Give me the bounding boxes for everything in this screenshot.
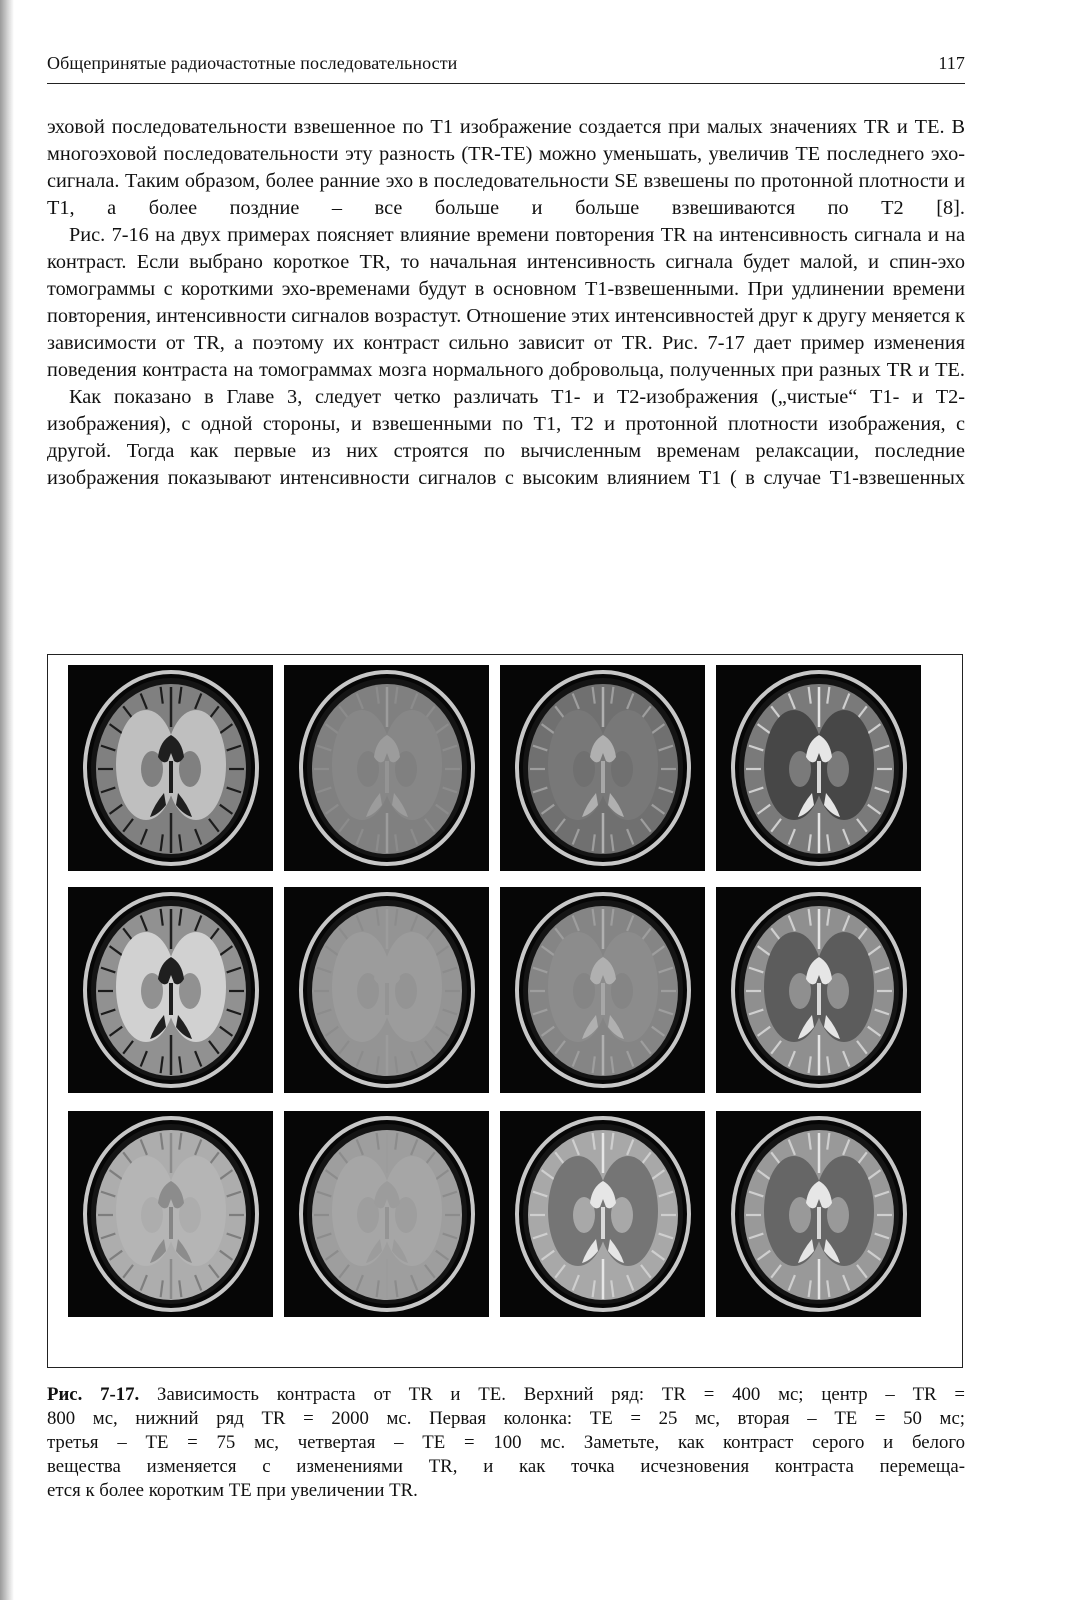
mri-slice-r3c3 (500, 1111, 705, 1317)
mri-slice-r2c3 (500, 887, 705, 1093)
mri-slice-r2c2 (284, 887, 489, 1093)
mri-slice-r3c4 (716, 1111, 921, 1317)
mri-slice-r1c1 (68, 665, 273, 871)
mri-slice-r1c3 (500, 665, 705, 871)
mri-slice-r2c4 (716, 887, 921, 1093)
caption-line-2: 800 мс, нижний ряд TR = 2000 мс. Первая колонка: TE = 25 мс, вторая – TE = 50 мс; (47, 1408, 965, 1429)
paragraph-1: эховой последовательности взвешенное по T1 изображение создается при малых значениях TR и TE. В многоэховой последовательности эту разность (TR-TE) можно уменьшать, увеличив TE последнего эхо-сигнала. Таким образом, более ранние эхо в последовательности SE взвешены по протонной плотности и T1, а более поздние – все больше и больше взвешиваются по T2 [8]. (47, 116, 965, 219)
caption-label: Рис. 7-17. (47, 1384, 140, 1405)
mri-slice-r3c1 (68, 1111, 273, 1317)
mri-slice-r2c1 (68, 887, 273, 1093)
caption-line-1 (47, 1383, 965, 1407)
running-header (47, 46, 965, 74)
page-number: 117 (938, 53, 965, 73)
paragraph-3: Как показано в Главе 3, следует четко различать T1- и T2-изображения („чистые“ T1- и T2-изображения), с одной стороны, и взвешенными по T1, T2 и протонной плотности изображения, с другой. Тогда как первые из них строятся по вычисленным временам релаксации, последние изображения показывают интенсивности сигналов с высоким влиянием T1 ( в случае T1-взвешенных (47, 386, 965, 489)
figure-caption (47, 1383, 965, 1503)
header-rule (47, 83, 965, 84)
mri-slice-r3c2 (284, 1111, 489, 1317)
body-text (47, 114, 965, 492)
figure-7-17 (47, 654, 963, 1368)
caption-text-1: Зависимость контраста от TR и TE. Верхний ряд: TR = 400 мс; центр – TR = (139, 1384, 965, 1405)
page-binding-shadow (0, 0, 14, 1600)
mri-slice-r1c4 (716, 665, 921, 871)
caption-line-4: вещества изменяется с изменениями TR, и как точка исчезновения контраста перемеща- (47, 1456, 965, 1477)
caption-line-3: третья – TE = 75 мс, четвертая – TE = 100 мс. Заметьте, как контраст серого и белого (47, 1432, 965, 1453)
mri-slice-r1c2 (284, 665, 489, 871)
paragraph-2: Рис. 7-16 на двух примерах поясняет влияние времени повторения TR на интенсивность сигнала и на контраст. Если выбрано короткое TR, то начальная интенсивность сигнала будет малой, и спин-эхо томограммы с короткими эхо-временами будут в основном T1-взвешенными. При удлинении времени повторения, интенсивности сигналов возрастут. Отношение этих интенсивностей друг к другу меняется к зависимости от TR, а поэтому их контраст сильно зависит от TR. Рис. 7-17 дает пример изменения поведения контраста на томограммах мозга нормального добровольца, полученных при разных TR и TE. (47, 224, 965, 381)
running-title: Общепринятые радиочастотные последовательности (47, 53, 458, 73)
caption-line-5: ется к более коротким TE при увеличении TR. (47, 1480, 418, 1501)
